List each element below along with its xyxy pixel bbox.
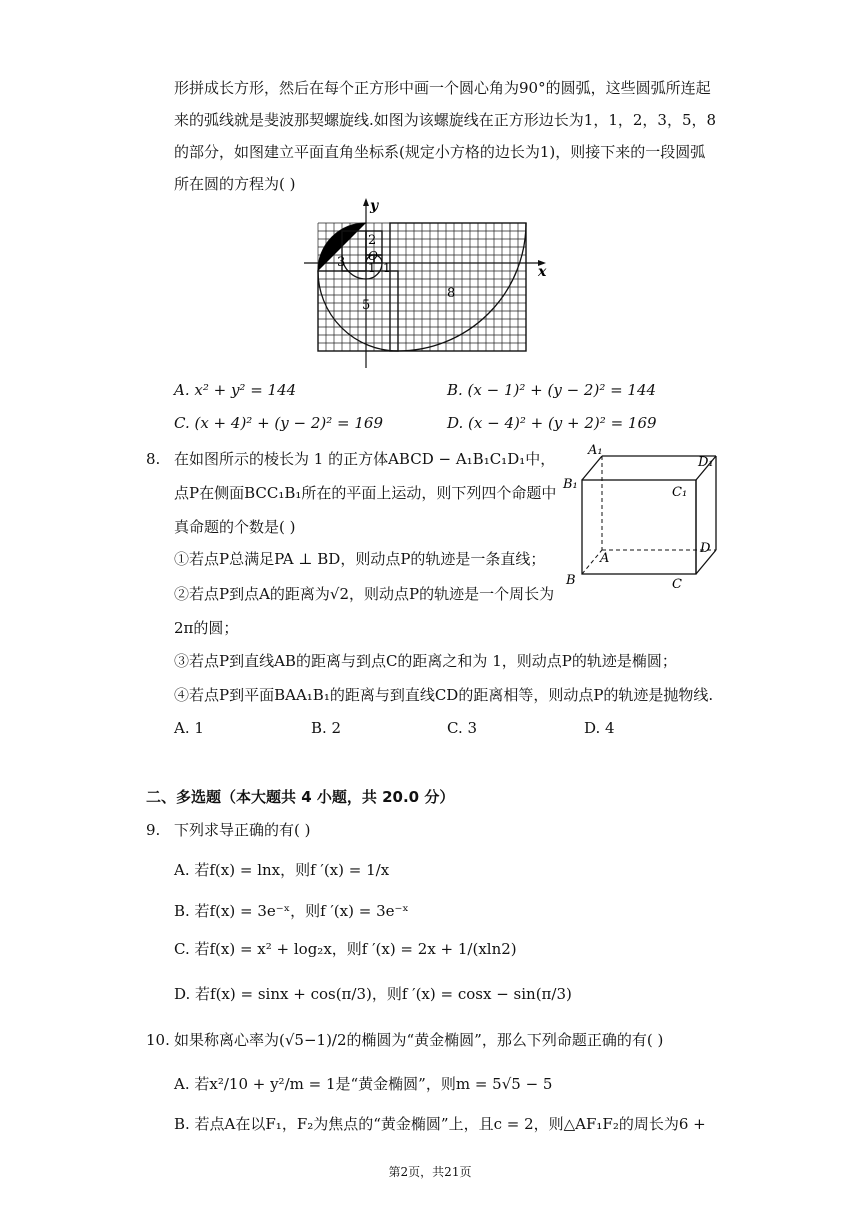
cube-label-d1: D₁ — [698, 455, 714, 470]
cube-label-b1: B₁ — [563, 477, 578, 492]
q10-option-b[interactable]: B. 若点A在以F₁，F₂为焦点的“黄金椭圆”上，且c = 2，则△AF₁F₂的周长为6 + — [174, 1115, 706, 1133]
q7-option-b[interactable]: B. (x − 1)² + (y − 2)² = 144 — [447, 381, 657, 399]
q10-option-a[interactable]: A. 若x²/10 + y²/m = 1是“黄金椭圆”，则m = 5√5 − 5 — [174, 1075, 553, 1093]
q7-line-1: 形拼成长方形，然后在每个正方形中画一个圆心角为90°的圆弧，这些圆弧所连起 — [174, 79, 711, 97]
label-1b: 1 — [383, 261, 391, 275]
q7-line-4: 所在圆的方程为( ) — [174, 175, 296, 193]
label-8: 8 — [447, 286, 456, 301]
q9-option-a[interactable]: A. 若f(x) = lnx，则f ′(x) = 1/x — [174, 861, 390, 879]
label-1a: 1 — [368, 261, 376, 275]
q8-option-d[interactable]: D. 4 — [584, 719, 615, 737]
q8-line-4: ①若点P总满足PA ⊥ BD，则动点P的轨迹是一条直线； — [174, 550, 546, 568]
fibonacci-spiral-figure — [300, 196, 560, 372]
label-2: 2 — [368, 233, 377, 248]
label-3: 3 — [337, 255, 346, 270]
q9-number: 9. — [146, 821, 161, 839]
label-x-axis: x — [538, 264, 547, 280]
cube-label-c: C — [672, 577, 682, 592]
q8-option-b[interactable]: B. 2 — [311, 719, 342, 737]
q7-option-d[interactable]: D. (x − 4)² + (y + 2)² = 169 — [447, 414, 657, 432]
q8-line-7: ③若点P到直线AB的距离与到点C的距离之和为 1，则动点P的轨迹是椭圆； — [174, 652, 677, 670]
q8-line-2: 点P在侧面BCC₁B₁所在的平面上运动，则下列四个命题中 — [174, 484, 557, 502]
q8-line-1: 在如图所示的棱长为 1 的正方体ABCD − A₁B₁C₁D₁中， — [174, 450, 556, 468]
cube-label-c1: C₁ — [672, 485, 688, 500]
q7-line-3: 的部分，如图建立平面直角坐标系(规定小方格的边长为1)，则接下来的一段圆弧 — [174, 143, 706, 161]
cube-figure — [560, 440, 730, 592]
q9-option-b[interactable]: B. 若f(x) = 3e⁻ˣ，则f ′(x) = 3e⁻ˣ — [174, 902, 409, 920]
label-y-axis: y — [370, 198, 379, 214]
cube-label-a1: A₁ — [588, 443, 603, 458]
q9-option-c[interactable]: C. 若f(x) = x² + log₂x，则f ′(x) = 2x + 1/(xln2) — [174, 940, 517, 958]
section-title-multi-choice: 二、多选题（本大题共 4 小题，共 20.0 分） — [146, 788, 455, 806]
q9-option-d[interactable]: D. 若f(x) = sinx + cos(π/3)，则f ′(x) = cosx − sin(π/3) — [174, 985, 572, 1003]
q8-line-6: 2π的圆； — [174, 619, 239, 637]
q8-option-a[interactable]: A. 1 — [174, 719, 204, 737]
q8-number: 8. — [146, 450, 161, 468]
q10-number: 10. — [146, 1031, 170, 1049]
q8-option-c[interactable]: C. 3 — [447, 719, 478, 737]
cube-label-b: B — [566, 573, 576, 588]
q7-option-a[interactable]: A. x² + y² = 144 — [174, 381, 297, 399]
q8-line-3: 真命题的个数是( ) — [174, 518, 296, 536]
q7-option-c[interactable]: C. (x + 4)² + (y − 2)² = 169 — [174, 414, 383, 432]
label-origin: O — [368, 249, 378, 263]
q7-line-2: 来的弧线就是斐波那契螺旋线.如图为该螺旋线在正方形边长为1，1，2，3，5，8 — [174, 111, 717, 129]
cube-label-a: A — [600, 551, 610, 566]
q9-stem: 下列求导正确的有( ) — [174, 821, 311, 839]
page-footer: 第2页，共21页 — [388, 1165, 472, 1179]
q10-stem: 如果称离心率为(√5−1)/2的椭圆为“黄金椭圆”，那么下列命题正确的有( ) — [174, 1031, 664, 1049]
cube-label-d: D — [700, 541, 711, 556]
label-5: 5 — [362, 298, 371, 313]
q8-line-8: ④若点P到平面BAA₁B₁的距离与到直线CD的距离相等，则动点P的轨迹是抛物线. — [174, 686, 714, 704]
q8-line-5: ②若点P到点A的距离为√2，则动点P的轨迹是一个周长为 — [174, 585, 555, 603]
